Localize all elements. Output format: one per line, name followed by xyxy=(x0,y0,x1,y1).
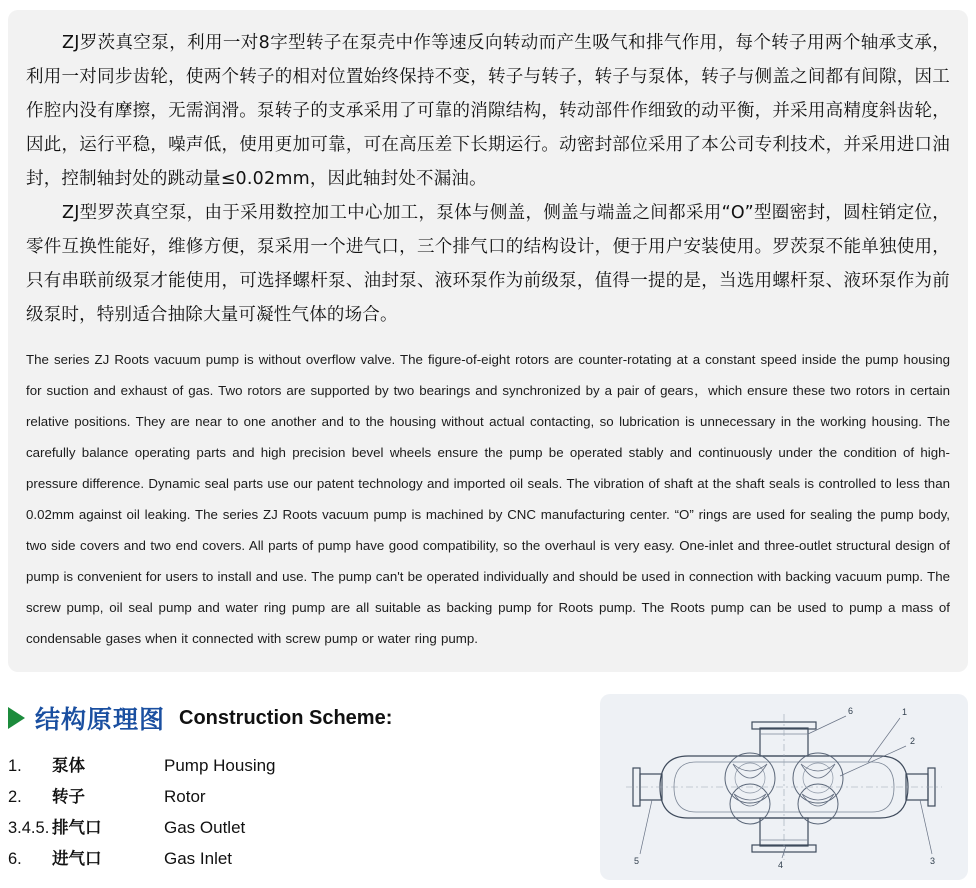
legend-label-en: Gas Outlet xyxy=(164,818,246,837)
legend-number: 6. xyxy=(8,850,22,868)
play-triangle-icon xyxy=(8,707,25,729)
legend-label-en: Gas Inlet xyxy=(164,849,233,868)
callout-1: 1 xyxy=(902,707,908,717)
construction-diagram xyxy=(600,694,968,880)
chinese-paragraph-1-text: ZJ罗茨真空泵，利用一对8字型转子在泵壳中作等速反向转动而产生吸气和排气作用，每个转子用两个轴承支承，利用一对同步齿轮，使两个转子的相对位置始终保持不变，转子与转子，转子与泵体，转子与侧盖之间都有间隙，因工作腔内没有摩擦，无需润滑。泵转子的支承采用了可靠的消隙结构，转动部件作细致的动平衡，并采用高精度斜齿轮，因此，运行平稳，噪声低，使用更加可靠，可在高压差下长期运行。动密封部位采用了本公司专利技术，并采用进口油封，控制轴封处的跳动量≤0.02mm，因此轴封处不漏油。 xyxy=(26,33,950,189)
legend-number: 1. xyxy=(8,757,22,775)
chinese-paragraph-2-text: ZJ型罗茨真空泵，由于采用数控加工中心加工，泵体与侧盖，侧盖与端盖之间都采用“O”型圈密封，圆柱销定位，零件互换性能好，维修方便，泵采用一个进气口，三个排气口的结构设计，便于用户安装使用。罗茨泵不能单独使用，只有串联前级泵才能使用，可选择螺杆泵、油封泵、液环泵作为前级泵，值得一提的是，当选用螺杆泵、液环泵作为前级泵时，特别适合抽除大量可凝性气体的场合。 xyxy=(26,203,950,325)
chinese-paragraph-2 xyxy=(26,196,950,332)
legend-number: 2. xyxy=(8,788,22,806)
chinese-paragraph-1 xyxy=(26,26,950,196)
list-item xyxy=(8,814,408,845)
list-item xyxy=(8,783,408,814)
list-item xyxy=(8,752,408,783)
list-item xyxy=(8,845,408,876)
legend-label-cn: 泵体 xyxy=(52,756,85,775)
legend-label-cn: 进气口 xyxy=(52,849,102,868)
description-panel xyxy=(8,10,968,672)
callout-3: 3 xyxy=(930,856,936,866)
section-title-cn: 结构原理图 xyxy=(35,705,166,734)
legend-label-en: Pump Housing xyxy=(164,756,276,775)
legend-number: 3.4.5. xyxy=(8,819,50,837)
callout-6: 6 xyxy=(848,706,854,716)
section-title-en: Construction Scheme: xyxy=(179,706,393,729)
english-paragraph: The series ZJ Roots vacuum pump is without overflow valve. The figure-of-eight rotors are counter-rotating at a constant speed inside the pump housing for suction and exhaust of gas. Two rotors are supported by two bearings and synchronized by a pair of gears，which ensure these two rotors in certain relative positions. They are near to one another and to the housing without actual contacting, so lubrication is unnecessary in the working housing. The carefully balance operating parts and high precision bevel wheels ensure the pump be operated stably and continuously under the condition of high-pressure difference. Dynamic seal parts use our patent technology and imported oil seals. The vibration of shaft at the shaft seals is controlled to less than 0.02mm against oil leaking. The series ZJ Roots vacuum pump is machined by CNC manufacturing center. “O” rings are used for sealing the pump body, two side covers and two end covers. All parts of pump have good compatibility, so the overhaul is very easy. One-inlet and three-outlet structural design of pump is convenient for users to install and use. The pump can't be operated individually and should be used in connection with backing vacuum pump. The screw pump, oil seal pump and water ring pump are all suitable as backing pump for Roots pump. The Roots pump can be used to pump a mass of condensable gases when it connected with screw pump or water ring pump. xyxy=(26,352,950,646)
roots-pump-drawing xyxy=(600,694,968,880)
callout-5: 5 xyxy=(634,856,640,866)
legend-list xyxy=(8,752,408,876)
callout-2: 2 xyxy=(910,736,916,746)
section-heading xyxy=(8,700,392,736)
callout-4: 4 xyxy=(778,860,784,870)
legend-label-cn: 转子 xyxy=(52,787,85,806)
legend-label-en: Rotor xyxy=(164,787,206,806)
legend-label-cn: 排气口 xyxy=(52,818,102,837)
